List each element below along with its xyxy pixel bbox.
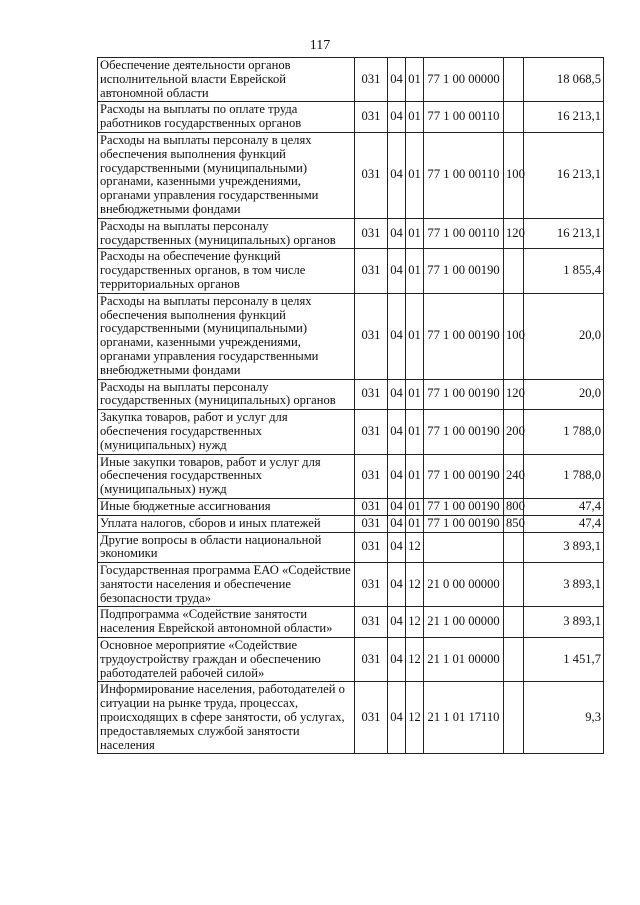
department-code: 031 xyxy=(355,638,388,682)
department-code: 031 xyxy=(355,498,388,515)
section-code: 04 xyxy=(388,682,406,754)
expense-name: Подпрограмма «Содействие занятости населения Еврейской автономной области» xyxy=(98,607,355,638)
expense-type-code: 120 xyxy=(504,218,524,249)
section-code: 04 xyxy=(388,379,406,410)
section-code: 04 xyxy=(388,293,406,379)
department-code: 031 xyxy=(355,249,388,293)
table-row xyxy=(98,102,604,133)
expense-name: Закупка товаров, работ и услуг для обеспечения государственных (муниципальных) нужд xyxy=(98,410,355,454)
department-code: 031 xyxy=(355,515,388,532)
target-article-code: 77 1 00 00190 xyxy=(424,498,504,515)
amount: 16 213,1 xyxy=(524,102,604,133)
expense-name: Расходы на выплаты персоналу в целях обеспечения выполнения функций государственными (муниципальными) органами, казенными учреждениями, органами управления государственными внебюджетными фондами xyxy=(98,132,355,218)
expense-type-code: 850 xyxy=(504,515,524,532)
target-article-code: 21 1 00 00000 xyxy=(424,607,504,638)
target-article-code: 21 1 01 17110 xyxy=(424,682,504,754)
table-row xyxy=(98,132,604,218)
target-article-code: 21 0 00 00000 xyxy=(424,563,504,607)
page-number: 117 xyxy=(309,38,331,53)
expense-name: Иные бюджетные ассигнования xyxy=(98,498,355,515)
amount: 1 788,0 xyxy=(524,454,604,498)
table-row xyxy=(98,454,604,498)
subsection-code: 01 xyxy=(406,515,424,532)
expense-name: Основное мероприятие «Содействие трудоустройству граждан и обеспечению работодателей рабочей силой» xyxy=(98,638,355,682)
table-row xyxy=(98,532,604,563)
target-article-code: 21 1 01 00000 xyxy=(424,638,504,682)
target-article-code: 77 1 00 00190 xyxy=(424,454,504,498)
subsection-code: 01 xyxy=(406,102,424,133)
department-code: 031 xyxy=(355,102,388,133)
expense-type-code: 100 xyxy=(504,132,524,218)
amount: 47,4 xyxy=(524,515,604,532)
expense-type-code: 200 xyxy=(504,410,524,454)
table-row xyxy=(98,607,604,638)
table-row xyxy=(98,638,604,682)
department-code: 031 xyxy=(355,132,388,218)
expense-name: Расходы на выплаты персоналу государственных (муниципальных) органов xyxy=(98,218,355,249)
expense-type-code: 100 xyxy=(504,293,524,379)
expense-name: Иные закупки товаров, работ и услуг для обеспечения государственных (муниципальных) нужд xyxy=(98,454,355,498)
table-row xyxy=(98,563,604,607)
amount: 16 213,1 xyxy=(524,218,604,249)
expense-type-code xyxy=(504,249,524,293)
subsection-code: 01 xyxy=(406,58,424,102)
table-row xyxy=(98,515,604,532)
section-code: 04 xyxy=(388,102,406,133)
table-row xyxy=(98,218,604,249)
subsection-code: 01 xyxy=(406,410,424,454)
expense-name: Расходы на выплаты персоналу государственных (муниципальных) органов xyxy=(98,379,355,410)
expense-type-code: 240 xyxy=(504,454,524,498)
department-code: 031 xyxy=(355,218,388,249)
amount: 3 893,1 xyxy=(524,563,604,607)
department-code: 031 xyxy=(355,607,388,638)
target-article-code: 77 1 00 00190 xyxy=(424,293,504,379)
table-row xyxy=(98,58,604,102)
table-row xyxy=(98,379,604,410)
section-code: 04 xyxy=(388,563,406,607)
section-code: 04 xyxy=(388,410,406,454)
expense-type-code xyxy=(504,58,524,102)
department-code: 031 xyxy=(355,454,388,498)
expense-type-code xyxy=(504,638,524,682)
target-article-code: 77 1 00 00110 xyxy=(424,218,504,249)
target-article-code: 77 1 00 00190 xyxy=(424,249,504,293)
section-code: 04 xyxy=(388,607,406,638)
subsection-code: 01 xyxy=(406,132,424,218)
target-article-code xyxy=(424,532,504,563)
amount: 47,4 xyxy=(524,498,604,515)
table-row xyxy=(98,682,604,754)
amount: 20,0 xyxy=(524,293,604,379)
department-code: 031 xyxy=(355,58,388,102)
table-row xyxy=(98,410,604,454)
target-article-code: 77 1 00 00000 xyxy=(424,58,504,102)
table-body xyxy=(98,58,604,754)
amount: 16 213,1 xyxy=(524,132,604,218)
section-code: 04 xyxy=(388,132,406,218)
subsection-code: 01 xyxy=(406,249,424,293)
target-article-code: 77 1 00 00110 xyxy=(424,102,504,133)
expense-type-code xyxy=(504,563,524,607)
amount: 9,3 xyxy=(524,682,604,754)
section-code: 04 xyxy=(388,498,406,515)
expense-name: Расходы на выплаты по оплате труда работников государственных органов xyxy=(98,102,355,133)
department-code: 031 xyxy=(355,379,388,410)
expense-name: Уплата налогов, сборов и иных платежей xyxy=(98,515,355,532)
subsection-code: 01 xyxy=(406,293,424,379)
section-code: 04 xyxy=(388,249,406,293)
expense-name: Обеспечение деятельности органов исполнительной власти Еврейской автономной области xyxy=(98,58,355,102)
expense-name: Расходы на обеспечение функций государственных органов, в том числе территориальных органов xyxy=(98,249,355,293)
expense-type-code xyxy=(504,102,524,133)
subsection-code: 01 xyxy=(406,454,424,498)
expense-name: Государственная программа ЕАО «Содействие занятости населения и обеспечение безопасности труда» xyxy=(98,563,355,607)
subsection-code: 12 xyxy=(406,607,424,638)
department-code: 031 xyxy=(355,293,388,379)
amount: 3 893,1 xyxy=(524,607,604,638)
subsection-code: 12 xyxy=(406,532,424,563)
expense-name: Другие вопросы в области национальной экономики xyxy=(98,532,355,563)
expense-type-code: 120 xyxy=(504,379,524,410)
target-article-code: 77 1 00 00110 xyxy=(424,132,504,218)
table-row xyxy=(98,249,604,293)
department-code: 031 xyxy=(355,410,388,454)
department-code: 031 xyxy=(355,682,388,754)
expense-type-code xyxy=(504,682,524,754)
expense-type-code xyxy=(504,607,524,638)
expense-name: Расходы на выплаты персоналу в целях обеспечения выполнения функций государственными (муниципальными) органами, казенными учреждениями, органами управления государственными внебюджетными фондами xyxy=(98,293,355,379)
expense-name: Информирование населения, работодателей о ситуации на рынке труда, процессах, происходящих в сфере занятости, об услугах, предоставляемых службой занятости населения xyxy=(98,682,355,754)
section-code: 04 xyxy=(388,454,406,498)
subsection-code: 01 xyxy=(406,498,424,515)
subsection-code: 01 xyxy=(406,218,424,249)
amount: 18 068,5 xyxy=(524,58,604,102)
amount: 1 451,7 xyxy=(524,638,604,682)
amount: 3 893,1 xyxy=(524,532,604,563)
target-article-code: 77 1 00 00190 xyxy=(424,410,504,454)
table-row xyxy=(98,498,604,515)
table-row xyxy=(98,293,604,379)
section-code: 04 xyxy=(388,58,406,102)
expense-type-code: 800 xyxy=(504,498,524,515)
section-code: 04 xyxy=(388,515,406,532)
subsection-code: 01 xyxy=(406,379,424,410)
target-article-code: 77 1 00 00190 xyxy=(424,515,504,532)
department-code: 031 xyxy=(355,563,388,607)
subsection-code: 12 xyxy=(406,682,424,754)
subsection-code: 12 xyxy=(406,638,424,682)
department-code: 031 xyxy=(355,532,388,563)
section-code: 04 xyxy=(388,532,406,563)
budget-table xyxy=(97,57,604,754)
subsection-code: 12 xyxy=(406,563,424,607)
amount: 1 788,0 xyxy=(524,410,604,454)
target-article-code: 77 1 00 00190 xyxy=(424,379,504,410)
amount: 20,0 xyxy=(524,379,604,410)
section-code: 04 xyxy=(388,218,406,249)
expense-type-code xyxy=(504,532,524,563)
amount: 1 855,4 xyxy=(524,249,604,293)
section-code: 04 xyxy=(388,638,406,682)
